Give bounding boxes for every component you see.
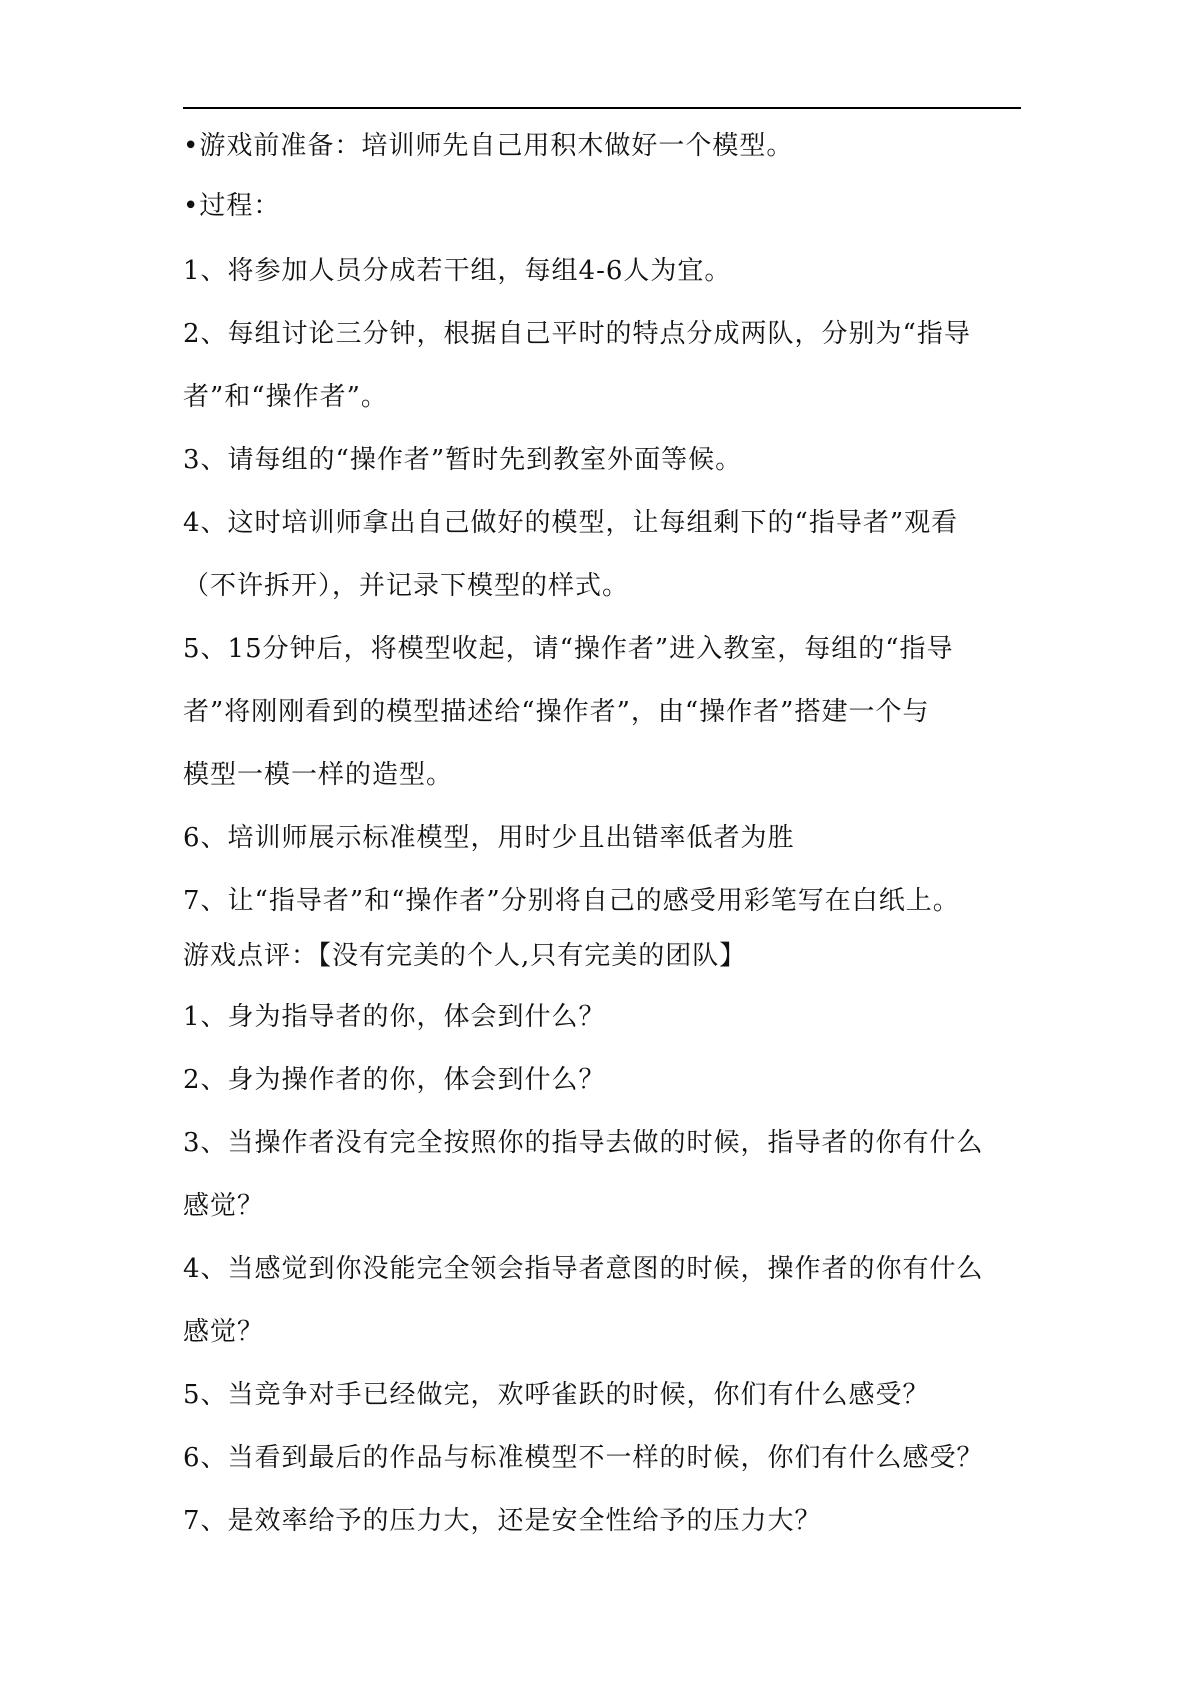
text-line: 者”将刚刚看到的模型描述给“操作者”，由“操作者”搭建一个与 bbox=[183, 697, 930, 727]
text-line: 6、当看到最后的作品与标准模型不一样的时候，你们有什么感受？ bbox=[183, 1443, 984, 1473]
text-line: 3、当操作者没有完全按照你的指导去做的时候，指导者的你有什么 bbox=[183, 1128, 984, 1158]
text-line: 1、身为指导者的你，体会到什么？ bbox=[183, 1002, 606, 1032]
text-line: 7、是效率给予的压力大，还是安全性给予的压力大？ bbox=[183, 1506, 822, 1536]
text-line: 感觉？ bbox=[183, 1317, 265, 1347]
text-line: •游戏前准备：培训师先自己用积木做好一个模型。 bbox=[183, 131, 794, 161]
text-line: 者”和“操作者”。 bbox=[183, 382, 388, 412]
text-line: 5、15分钟后，将模型收起，请“操作者”进入教室，每组的“指导 bbox=[183, 634, 954, 664]
text-line: 4、当感觉到你没能完全领会指导者意图的时候，操作者的你有什么 bbox=[183, 1254, 984, 1284]
text-line: 2、身为操作者的你，体会到什么？ bbox=[183, 1065, 606, 1095]
text-line: 模型一模一样的造型。 bbox=[183, 760, 454, 790]
text-line: 3、请每组的“操作者”暂时先到教室外面等候。 bbox=[183, 445, 743, 475]
text-line: 2、每组讨论三分钟，根据自己平时的特点分成两队，分别为“指导 bbox=[183, 319, 971, 349]
text-line: 7、让“指导者”和“操作者”分别将自己的感受用彩笔写在白纸上。 bbox=[183, 886, 960, 916]
text-line: 4、这时培训师拿出自己做好的模型，让每组剩下的“指导者”观看 bbox=[183, 508, 959, 538]
text-line: 游戏点评：【没有完美的个人,只有完美的团队】 bbox=[183, 941, 747, 971]
text-line: 感觉？ bbox=[183, 1191, 265, 1221]
text-line: •过程： bbox=[183, 191, 281, 221]
text-line: 1、将参加人员分成若干组，每组4-6人为宜。 bbox=[183, 256, 732, 286]
text-line: 6、培训师展示标准模型，用时少且出错率低者为胜 bbox=[183, 823, 795, 853]
header-rule bbox=[183, 107, 1021, 109]
text-line: （不许拆开），并记录下模型的样式。 bbox=[183, 571, 630, 601]
text-line: 5、当竞争对手已经做完，欢呼雀跃的时候，你们有什么感受？ bbox=[183, 1380, 930, 1410]
